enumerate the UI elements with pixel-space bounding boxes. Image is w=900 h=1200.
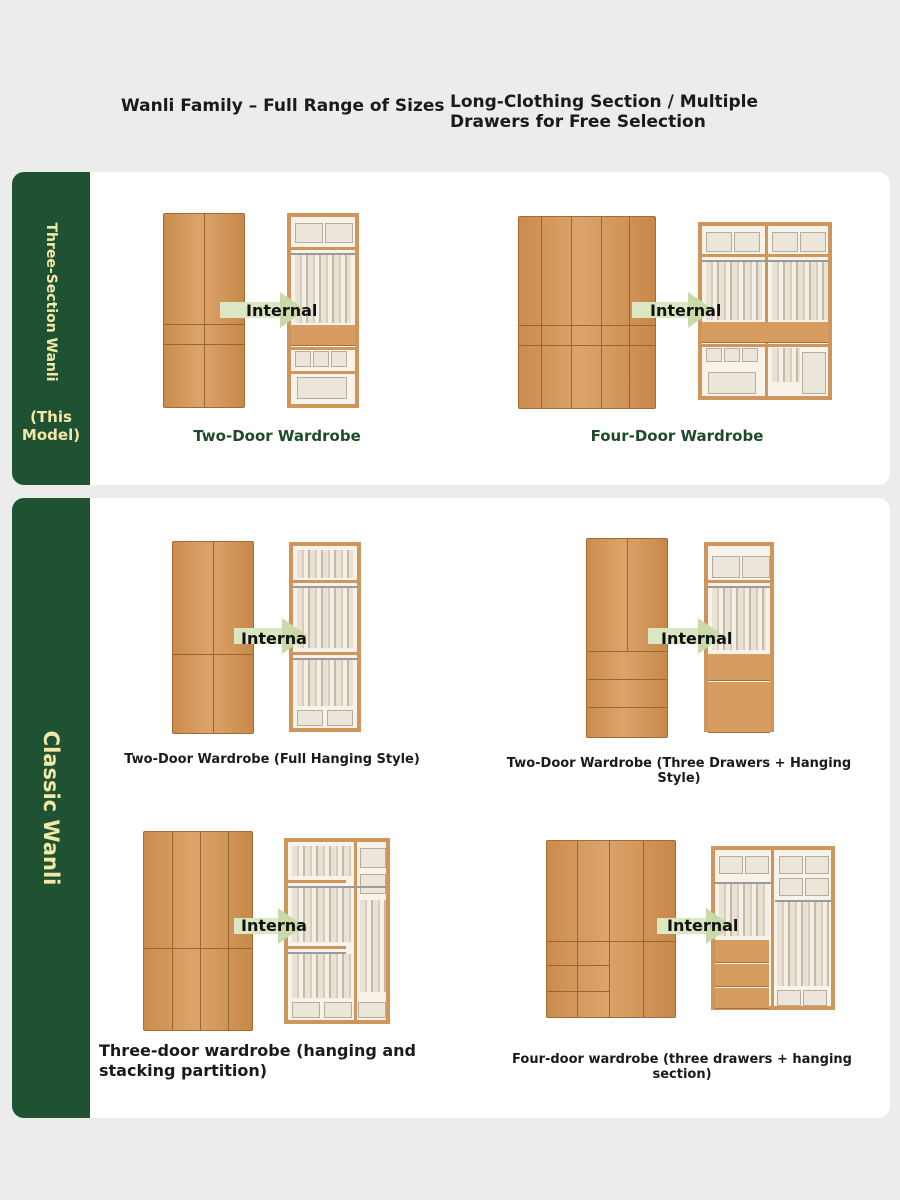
header-left-title: Wanli Family – Full Range of Sizes bbox=[121, 96, 445, 116]
side-label: Classic Wanli bbox=[39, 730, 63, 886]
three-section-panel bbox=[12, 172, 890, 485]
internal-label: Internal bbox=[661, 629, 733, 648]
product-caption: Two-Door Wardrobe (Three Drawers + Hanging Style) bbox=[506, 756, 852, 786]
product-caption: Four-door wardrobe (three drawers + hanging section) bbox=[512, 1052, 852, 1082]
product-caption: Two-Door Wardrobe bbox=[193, 427, 361, 445]
side-note: (This Model) bbox=[21, 408, 81, 444]
product-caption: Three-door wardrobe (hanging and stacking partition) bbox=[99, 1041, 416, 1080]
side-label: Three-Section Wanli bbox=[43, 222, 59, 382]
product-caption: Two-Door Wardrobe (Full Hanging Style) bbox=[124, 752, 420, 767]
internal-label: Interna bbox=[241, 916, 307, 935]
header-right-title: Long-Clothing Section / Multiple Drawers for Free Selection bbox=[450, 92, 759, 132]
internal-label: Internal bbox=[246, 301, 318, 320]
side-band bbox=[12, 498, 90, 1118]
classic-panel bbox=[12, 498, 890, 1118]
internal-label: Interna bbox=[241, 629, 307, 648]
internal-label: Internal bbox=[650, 301, 722, 320]
internal-label: Internal bbox=[667, 916, 739, 935]
side-band bbox=[12, 172, 90, 485]
product-caption: Four-Door Wardrobe bbox=[590, 427, 764, 445]
